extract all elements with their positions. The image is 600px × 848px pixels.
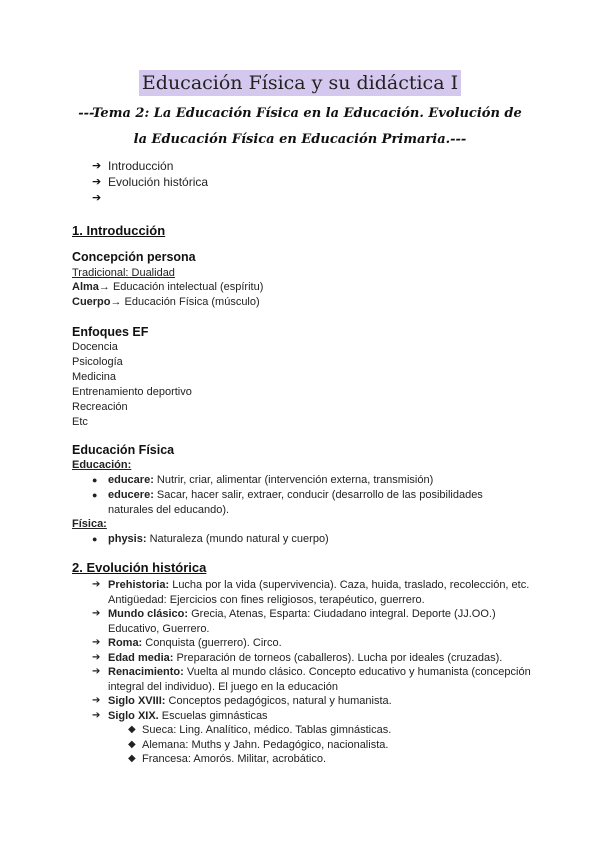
list-item (92, 636, 532, 651)
list-item: Entrenamiento deportivo (72, 386, 192, 398)
document-subtitle: ---Tema 2: La Educación Física en la Educación. Evolución de la Educación Física en Educación Primaria.--- (78, 106, 522, 147)
term-cuerpo: Cuerpo (72, 296, 111, 308)
concepcion-text: Educación Física (músculo) (121, 296, 260, 308)
sublist-text: Alemana: Muths y Jahn. Pedagógico, nacionalista. (142, 738, 389, 751)
arrow-icon: ➔ (92, 608, 101, 619)
arrow-icon: ➔ (92, 160, 102, 172)
description: Preparación de torneos (caballeros). Lucha por ideales (cruzadas). (173, 651, 503, 664)
arrow-icon: ➔ (92, 176, 102, 188)
list-item (92, 694, 532, 709)
description: Escuelas gimnásticas (158, 709, 268, 722)
term: physis: (108, 533, 147, 545)
concepcion-line-cuerpo (72, 295, 260, 310)
term: educere: (108, 489, 154, 501)
sublist-text: Francesa: Amorós. Militar, acrobático. (142, 753, 327, 765)
arrow-icon: ➔ (92, 579, 101, 590)
sublist-item (128, 752, 532, 767)
list-item (92, 709, 532, 767)
bullet-icon: ● (92, 534, 98, 544)
list-item: Psicología (72, 356, 123, 368)
description: Conquista (guerrero). Circo. (142, 637, 282, 649)
bullet-text (108, 473, 528, 488)
document-title: Educación Física y su didáctica I (139, 70, 461, 96)
list-item: Medicina (72, 371, 117, 383)
list-item: Etc (72, 416, 88, 428)
list-item: Recreación (72, 401, 128, 413)
bullet-text (108, 532, 528, 547)
arrow-icon: ➔ (92, 637, 101, 648)
toc-item[interactable] (92, 190, 208, 206)
toc-item[interactable] (92, 158, 208, 174)
definition: Nutrir, criar, alimentar (intervención externa, transmisión) (153, 474, 434, 486)
right-arrow-icon: → (98, 281, 110, 293)
title-container (0, 70, 600, 96)
description: Grecia, Atenas, Esparta: Ciudadano integral. Deporte (JJ.OO.) Educativo, Guerrero. (108, 608, 496, 635)
history-list (92, 578, 532, 767)
arrow-icon: ➔ (92, 709, 101, 721)
section-heading-introduccion: 1. Introducción (72, 223, 166, 238)
diamond-bullet-icon: ◆ (128, 753, 136, 764)
diamond-bullet-icon: ◆ (128, 724, 136, 735)
term: Prehistoria: (108, 579, 170, 591)
label-fisica: Física: (72, 518, 107, 530)
toc-item-label: Evolución histórica (108, 175, 209, 189)
arrow-icon: ➔ (92, 651, 101, 663)
definition: Sacar, hacer salir, extraer, conducir (desarrollo de las posibilidades naturales del educando). (108, 489, 483, 516)
sublist-item (128, 723, 532, 738)
arrow-icon: ➔ (92, 695, 101, 706)
enfoques-list (72, 340, 192, 430)
list-item (92, 578, 532, 607)
arrow-icon: ➔ (92, 192, 102, 204)
diamond-bullet-icon: ◆ (128, 738, 136, 750)
bullet-icon: ● (92, 490, 98, 500)
term: Edad media: (108, 651, 174, 664)
right-arrow-icon: → (110, 296, 122, 308)
bullet-text (108, 488, 528, 517)
description: Lucha por la vida (supervivencia). Caza, huida, traslado, recolección, etc. Antigüedad: Ejercicios con fines religiosos, terapéutico, guerrero. (108, 579, 530, 606)
sublist-item (128, 738, 532, 753)
term: Renacimiento: (108, 666, 184, 678)
list-item: Docencia (72, 341, 118, 353)
subheading-tradicional: Tradicional: Dualidad (72, 267, 175, 279)
term: educare: (108, 474, 154, 486)
term: Roma: (108, 637, 143, 649)
heading-enfoques-ef: Enfoques EF (72, 325, 149, 339)
table-of-contents (92, 158, 208, 206)
heading-concepcion-persona: Concepción persona (72, 250, 196, 264)
toc-item-label: Introducción (108, 159, 174, 173)
description: Vuelta al mundo clásico. Concepto educativo y humanista (concepción integral del individuo). El juego en la educación (108, 666, 531, 693)
bullet-icon: ● (92, 475, 98, 485)
toc-item[interactable] (92, 174, 208, 190)
list-item (92, 607, 532, 636)
concepcion-line-alma (72, 280, 263, 295)
list-item (92, 651, 532, 666)
definition: Naturaleza (mundo natural y cuerpo) (146, 533, 329, 545)
label-educacion: Educación: (72, 459, 132, 471)
term-alma: Alma (72, 281, 99, 293)
description: Conceptos pedagógicos, natural y humanista. (165, 695, 392, 707)
term: Siglo XVIII: (108, 695, 166, 707)
heading-educacion-fisica: Educación Física (72, 443, 175, 457)
sublist (108, 723, 532, 767)
list-item (92, 665, 532, 694)
concepcion-text: Educación intelectual (espíritu) (109, 281, 264, 293)
section-heading-evolucion: 2. Evolución histórica (72, 560, 207, 575)
term: Mundo clásico: (108, 608, 189, 620)
arrow-icon: ➔ (92, 666, 101, 677)
term: Siglo XIX. (108, 709, 159, 722)
sublist-text: Sueca: Ling. Analítico, médico. Tablas gimnásticas. (142, 724, 392, 736)
